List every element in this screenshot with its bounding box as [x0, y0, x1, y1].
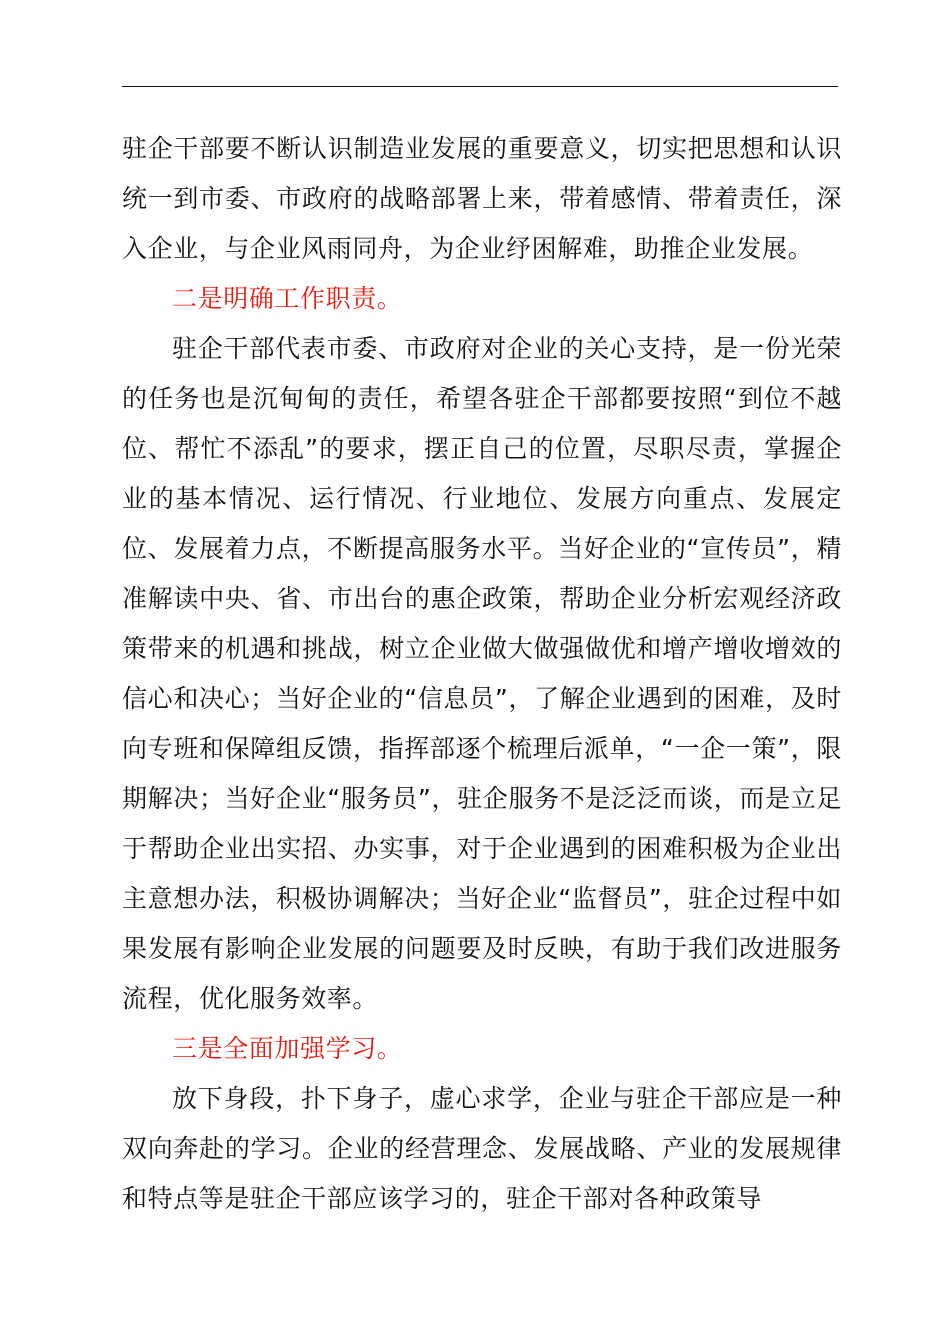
paragraph-job-duties: 驻企干部代表市委、市政府对企业的关心支持，是一份光荣的任务也是沉甸甸的责任，希望各驻企干部都要按照“到位不越位、帮忙不添乱”的要求，摆正自己的位置，尽职尽责，掌握企业的基本情况、运行情况、行业地位、发展方向重点、发展定位、发展着力点，不断提高服务水平。当好企业的“宣传员”，精准解读中央、省、市出台的惠企政策，帮助企业分析宏观经济政策带来的机遇和挑战，树立企业做大做强做优和增产增收增效的信心和决心；当好企业的“信息员”，了解企业遇到的困难，及时向专班和保障组反馈，指挥部逐个梳理后派单，“一企一策”，限期解决；当好企业“服务员”，驻企服务不是泛泛而谈，而是立足于帮助企业出实招、办实事，对于企业遇到的困难积极为企业出主意想办法，积极协调解决；当好企业“监督员”，驻企过程中如果发展有影响企业发展的问题要及时反映，有助于我们改进服务流程，优化服务效率。 — [122, 334, 842, 1013]
section-heading-two: 二是明确工作职责。 — [172, 284, 403, 313]
section-heading-three: 三是全面加强学习。 — [172, 1034, 403, 1063]
header-rule — [122, 86, 838, 87]
paragraph-learning: 放下身段，扑下身子，虚心求学，企业与驻企干部应是一种双向奔赴的学习。企业的经营理念、发展战略、产业的发展规律和特点等是驻企干部应该学习的，驻企干部对各种政策导 — [122, 1084, 842, 1213]
paragraph-continuation: 驻企干部要不断认识制造业发展的重要意义，切实把思想和认识统一到市委、市政府的战略部署上来，带着感情、带着责任，深入企业，与企业风雨同舟，为企业纾困解难，助推企业发展。 — [122, 134, 842, 263]
document-body — [122, 124, 842, 1224]
